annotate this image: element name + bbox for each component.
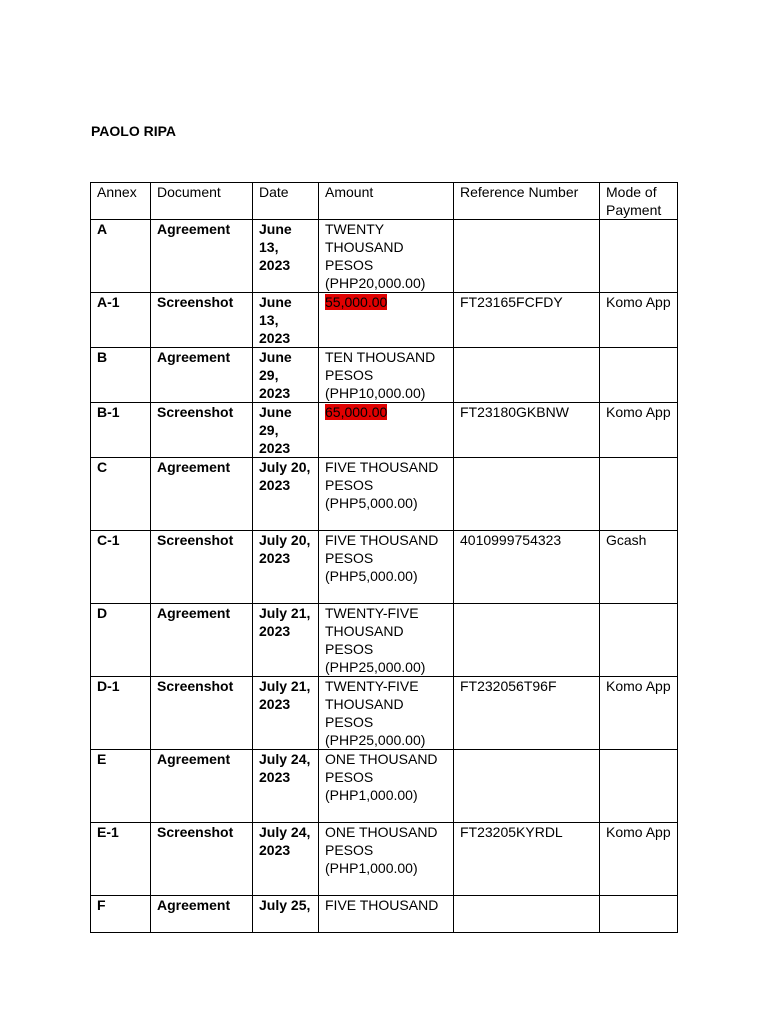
mode-cell: Komo App xyxy=(600,293,678,348)
annex-cell: F xyxy=(91,896,151,933)
highlighted-amount: 65,000.00 xyxy=(325,404,388,420)
reference-cell xyxy=(454,348,600,403)
reference-cell xyxy=(454,604,600,677)
date-cell: July 21, 2023 xyxy=(253,604,319,677)
document-cell: Agreement xyxy=(151,750,253,823)
date-cell: July 24, 2023 xyxy=(253,750,319,823)
amount-cell: ONE THOUSAND PESOS (PHP1,000.00) xyxy=(319,750,454,823)
table-row xyxy=(91,604,678,677)
mode-cell: Komo App xyxy=(600,403,678,458)
annex-table xyxy=(90,182,678,933)
table-row xyxy=(91,896,678,933)
table-row xyxy=(91,458,678,531)
date-cell: June 13, 2023 xyxy=(253,220,319,293)
mode-cell xyxy=(600,750,678,823)
date-cell: June 29, 2023 xyxy=(253,348,319,403)
annex-cell: E-1 xyxy=(91,823,151,896)
date-cell: June 29, 2023 xyxy=(253,403,319,458)
annex-cell: C xyxy=(91,458,151,531)
mode-cell xyxy=(600,348,678,403)
reference-cell: FT23165FCFDY xyxy=(454,293,600,348)
reference-cell: FT232056T96F xyxy=(454,677,600,750)
date-cell: June 13, 2023 xyxy=(253,293,319,348)
amount-cell: TEN THOUSAND PESOS (PHP10,000.00) xyxy=(319,348,454,403)
document-cell: Agreement xyxy=(151,604,253,677)
table-row xyxy=(91,403,678,458)
table-row xyxy=(91,293,678,348)
document-cell: Screenshot xyxy=(151,677,253,750)
header-amount: Amount xyxy=(319,183,454,220)
annex-cell: A xyxy=(91,220,151,293)
reference-cell xyxy=(454,220,600,293)
reference-cell: 4010999754323 xyxy=(454,531,600,604)
amount-cell xyxy=(319,403,454,458)
annex-cell: D xyxy=(91,604,151,677)
date-cell: July 20, 2023 xyxy=(253,458,319,531)
reference-cell xyxy=(454,458,600,531)
page-title: PAOLO RIPA xyxy=(91,123,177,139)
table-row xyxy=(91,677,678,750)
reference-cell: FT23205KYRDL xyxy=(454,823,600,896)
amount-cell: FIVE THOUSAND xyxy=(319,896,454,933)
document-cell: Screenshot xyxy=(151,403,253,458)
reference-cell xyxy=(454,896,600,933)
reference-cell: FT23180GKBNW xyxy=(454,403,600,458)
annex-cell: A-1 xyxy=(91,293,151,348)
header-document: Document xyxy=(151,183,253,220)
date-cell: July 21, 2023 xyxy=(253,677,319,750)
header-reference-number: Reference Number xyxy=(454,183,600,220)
table-row xyxy=(91,531,678,604)
table-header-row xyxy=(91,183,678,220)
document-cell: Screenshot xyxy=(151,823,253,896)
mode-cell xyxy=(600,896,678,933)
mode-cell xyxy=(600,458,678,531)
annex-cell: E xyxy=(91,750,151,823)
table-row xyxy=(91,348,678,403)
annex-cell: C-1 xyxy=(91,531,151,604)
amount-cell: FIVE THOUSAND PESOS (PHP5,000.00) xyxy=(319,458,454,531)
mode-cell: Komo App xyxy=(600,677,678,750)
table-row xyxy=(91,750,678,823)
document-cell: Agreement xyxy=(151,220,253,293)
document-cell: Screenshot xyxy=(151,531,253,604)
mode-cell: Komo App xyxy=(600,823,678,896)
table-row xyxy=(91,220,678,293)
amount-cell: TWENTY-FIVE THOUSAND PESOS (PHP25,000.00) xyxy=(319,604,454,677)
mode-cell: Gcash xyxy=(600,531,678,604)
header-mode-of-payment: Mode of Payment xyxy=(600,183,678,220)
amount-cell: TWENTY THOUSAND PESOS (PHP20,000.00) xyxy=(319,220,454,293)
highlighted-amount: 55,000.00 xyxy=(325,294,388,310)
annex-cell: B-1 xyxy=(91,403,151,458)
date-cell: July 20, 2023 xyxy=(253,531,319,604)
amount-cell: TWENTY-FIVE THOUSAND PESOS (PHP25,000.00) xyxy=(319,677,454,750)
date-cell: July 24, 2023 xyxy=(253,823,319,896)
reference-cell xyxy=(454,750,600,823)
amount-cell xyxy=(319,293,454,348)
amount-cell: ONE THOUSAND PESOS (PHP1,000.00) xyxy=(319,823,454,896)
annex-cell: D-1 xyxy=(91,677,151,750)
document-cell: Agreement xyxy=(151,458,253,531)
date-cell: July 25, xyxy=(253,896,319,933)
document-cell: Agreement xyxy=(151,896,253,933)
mode-cell xyxy=(600,220,678,293)
annex-cell: B xyxy=(91,348,151,403)
header-date: Date xyxy=(253,183,319,220)
table-row xyxy=(91,823,678,896)
document-cell: Agreement xyxy=(151,348,253,403)
document-cell: Screenshot xyxy=(151,293,253,348)
header-annex: Annex xyxy=(91,183,151,220)
mode-cell xyxy=(600,604,678,677)
amount-cell: FIVE THOUSAND PESOS (PHP5,000.00) xyxy=(319,531,454,604)
